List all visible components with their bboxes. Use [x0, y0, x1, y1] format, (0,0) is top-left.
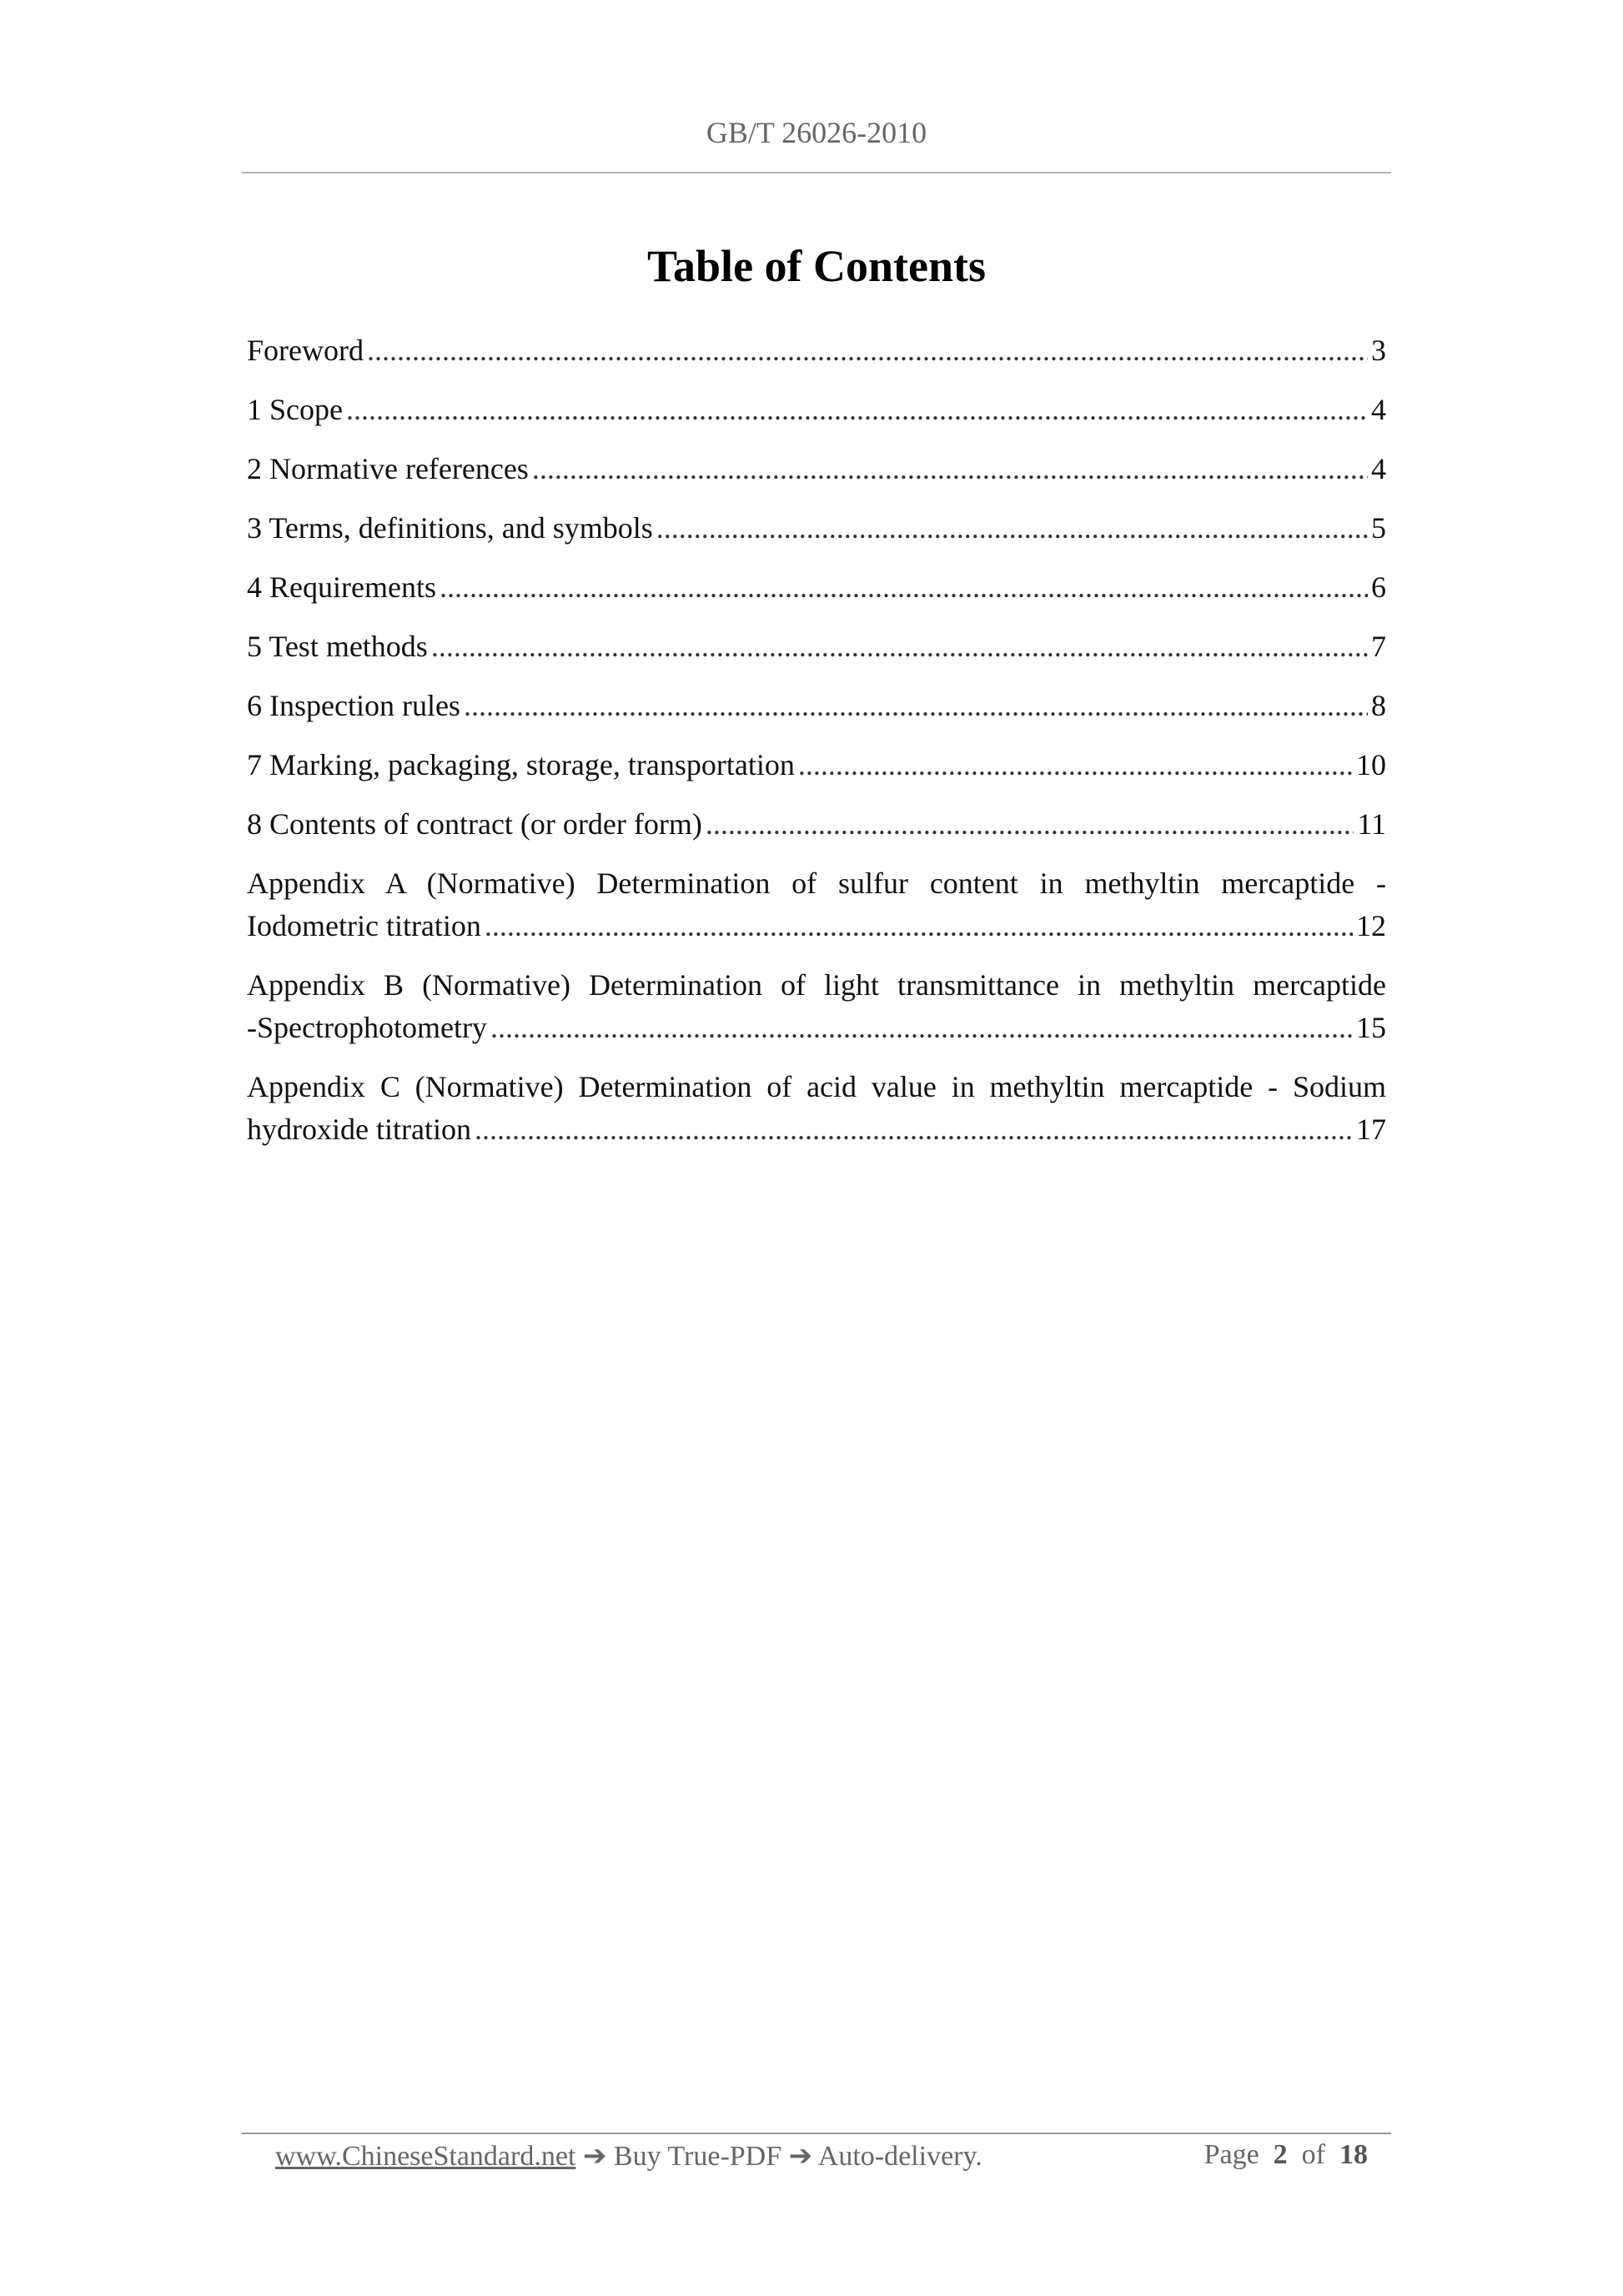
- toc-page-number: 4: [1371, 452, 1386, 485]
- page-of-label: of: [1301, 2139, 1325, 2170]
- footer-delivery-text: Auto-delivery.: [817, 2141, 982, 2172]
- toc-page-number: 4: [1371, 393, 1386, 426]
- toc-dot-leader: [656, 507, 1368, 550]
- toc-entry-text-line2: hydroxide titration: [247, 1113, 471, 1146]
- toc-entry-text: 8 Contents of contract (or order form): [247, 807, 702, 841]
- toc-entry-terms-definitions[interactable]: [247, 507, 1386, 550]
- toc-entry-line2: [247, 1007, 1386, 1049]
- toc-entry-text: 1 Scope: [247, 393, 343, 426]
- toc-dot-leader: [464, 685, 1368, 727]
- toc-entry-foreword[interactable]: [247, 329, 1386, 372]
- toc-entry-text-line2: Iodometric titration: [247, 909, 481, 942]
- toc-entry-text: Foreword: [247, 334, 364, 367]
- footer-divider: [242, 2133, 1391, 2134]
- toc-dot-leader: [346, 389, 1368, 431]
- toc-entry-text: 6 Inspection rules: [247, 689, 460, 722]
- toc-entry-text-line1: Appendix A (Normative) Determination of sulfur content in methyltin mercaptide -: [247, 867, 1386, 900]
- toc-page-number: 15: [1356, 1011, 1386, 1044]
- toc-entry-line2: [247, 905, 1386, 947]
- toc-entry-inspection-rules[interactable]: [247, 685, 1386, 727]
- toc-page-number: 7: [1371, 630, 1386, 663]
- toc-dot-leader: [367, 329, 1368, 372]
- arrow-right-icon: ➔: [582, 2141, 607, 2172]
- toc-dot-leader: [431, 625, 1368, 668]
- toc-entry-text: 4 Requirements: [247, 570, 436, 604]
- toc-entry-contents-of-contract[interactable]: [247, 803, 1386, 846]
- header-document-id: GB/T 26026-2010: [706, 116, 927, 149]
- toc-entry-marking-packaging[interactable]: [247, 744, 1386, 786]
- toc-dot-leader: [490, 1007, 1353, 1049]
- toc-list: [247, 329, 1386, 1168]
- footer-website-link[interactable]: www.ChineseStandard.net: [275, 2141, 576, 2172]
- toc-page-number: 17: [1356, 1113, 1386, 1146]
- toc-dot-leader: [440, 566, 1368, 609]
- toc-dot-leader: [798, 744, 1353, 786]
- toc-entry-normative-references[interactable]: [247, 448, 1386, 490]
- toc-page-number: 10: [1356, 748, 1386, 781]
- toc-page-number: 6: [1371, 570, 1386, 604]
- current-page-number: 2: [1273, 2139, 1288, 2170]
- toc-entry-text: 3 Terms, definitions, and symbols: [247, 511, 653, 545]
- toc-dot-leader: [485, 905, 1353, 947]
- toc-entry-appendix-b[interactable]: [247, 964, 1386, 1049]
- toc-page-number: 3: [1371, 334, 1386, 367]
- toc-dot-leader: [475, 1108, 1353, 1151]
- toc-entry-appendix-a[interactable]: [247, 862, 1386, 947]
- toc-entry-text: 5 Test methods: [247, 630, 428, 663]
- toc-title: Table of Contents: [646, 241, 987, 291]
- toc-entry-text-line1: Appendix C (Normative) Determination of acid value in methyltin mercaptide - Sodium: [247, 1070, 1386, 1103]
- toc-dot-leader: [706, 803, 1354, 846]
- total-page-number: 18: [1339, 2139, 1368, 2170]
- toc-entry-scope[interactable]: [247, 389, 1386, 431]
- toc-entry-appendix-c[interactable]: [247, 1066, 1386, 1151]
- toc-page-number: 5: [1371, 511, 1386, 545]
- footer-page-indicator: [1204, 2139, 1368, 2171]
- arrow-right-icon: ➔: [788, 2141, 813, 2172]
- toc-page-number: 12: [1356, 909, 1386, 942]
- footer-promo: [275, 2139, 982, 2173]
- toc-page-number: 8: [1371, 689, 1386, 722]
- toc-entry-line2: [247, 1108, 1386, 1151]
- toc-entry-text: 2 Normative references: [247, 452, 529, 485]
- header-divider: [242, 172, 1391, 173]
- toc-dot-leader: [532, 448, 1368, 490]
- toc-entry-text-line1: Appendix B (Normative) Determination of light transmittance in methyltin mercaptide: [247, 968, 1386, 1002]
- page-label: Page: [1203, 2139, 1259, 2170]
- footer: [275, 2139, 1368, 2181]
- toc-page-number: 11: [1357, 807, 1386, 841]
- toc-entry-text-line2: -Spectrophotometry: [247, 1011, 487, 1044]
- toc-entry-text: 7 Marking, packaging, storage, transportation: [247, 748, 795, 781]
- footer-buy-text: Buy True-PDF: [613, 2141, 782, 2172]
- toc-entry-requirements[interactable]: [247, 566, 1386, 609]
- toc-entry-test-methods[interactable]: [247, 625, 1386, 668]
